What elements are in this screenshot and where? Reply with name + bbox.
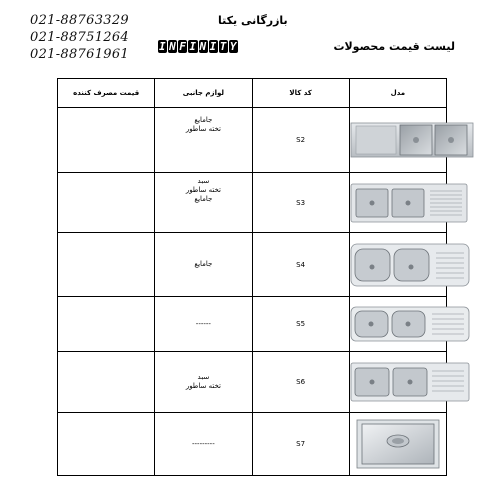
accessory-item: تخته ساطور [185, 186, 221, 194]
double-round-bowl-drainer-sink-icon [350, 243, 470, 287]
product-code: S4 [252, 233, 349, 297]
company-name: بازرگانی یکتا [218, 14, 288, 27]
table-row [58, 108, 447, 173]
accessory-item: --------- [192, 439, 215, 448]
brand-letter: N [199, 40, 207, 53]
accessories-cell [155, 413, 252, 476]
product-code: S6 [252, 352, 349, 413]
brand-logo [158, 40, 239, 53]
product-code: S3 [252, 173, 349, 233]
brand-letter: N [169, 40, 177, 53]
accessory-item: ------ [195, 319, 211, 328]
double-bowl-drainer-sink-icon [350, 306, 470, 342]
brand-letter: F [179, 40, 187, 53]
price-cell [58, 413, 155, 476]
table-row [58, 173, 447, 233]
column-header-code: کد کالا [252, 79, 349, 108]
accessories-cell [155, 108, 252, 173]
model-cell [349, 352, 446, 413]
accessory-item: سبد [197, 177, 210, 185]
product-code: S5 [252, 297, 349, 352]
accessory-item: جامایع [194, 260, 213, 268]
phone-number: 021-88763329 [30, 13, 129, 28]
product-code: S7 [252, 413, 349, 476]
accessory-item: جامایع [194, 116, 213, 124]
table-row [58, 413, 447, 476]
phone-number: 021-88761961 [30, 47, 129, 62]
phone-numbers [30, 12, 129, 63]
accessories-cell [155, 297, 252, 352]
model-cell [349, 108, 446, 173]
column-header-accessories: لوازم جانبی [155, 79, 252, 108]
accessory-item: تخته ساطور [185, 125, 221, 133]
table-row [58, 233, 447, 297]
double-bowl-flat-sink-icon [350, 121, 474, 159]
table-row [58, 352, 447, 413]
table-row [58, 297, 447, 352]
brand-letter: I [189, 40, 197, 53]
model-cell [349, 173, 446, 233]
column-header-price: قیمت مصرف کننده [58, 79, 155, 108]
accessory-item: تخته ساطور [185, 382, 221, 390]
price-list-title: لیست قیمت محصولات [333, 40, 455, 53]
table-header-row [58, 79, 447, 108]
brand-letter: I [209, 40, 217, 53]
brand-letter: T [219, 40, 227, 53]
accessory-item: جامایع [194, 195, 213, 203]
brand-letter: I [159, 40, 167, 53]
accessories-cell [155, 173, 252, 233]
price-cell [58, 297, 155, 352]
price-cell [58, 352, 155, 413]
single-bowl-undermount-sink-icon [356, 419, 440, 469]
accessories-cell [155, 352, 252, 413]
product-code: S2 [252, 108, 349, 173]
model-cell [349, 297, 446, 352]
phone-number: 021-88751264 [30, 30, 129, 45]
price-table [57, 78, 447, 476]
price-cell [58, 233, 155, 297]
column-header-model: مدل [349, 79, 446, 108]
accessories-cell [155, 233, 252, 297]
model-cell [349, 413, 446, 476]
price-cell [58, 108, 155, 173]
double-bowl-drainer-sink-icon [350, 362, 470, 402]
price-cell [58, 173, 155, 233]
brand-letter: Y [229, 40, 237, 53]
double-bowl-drainer-sink-icon [350, 183, 468, 223]
accessory-item: سبد [197, 373, 210, 381]
model-cell [349, 233, 446, 297]
